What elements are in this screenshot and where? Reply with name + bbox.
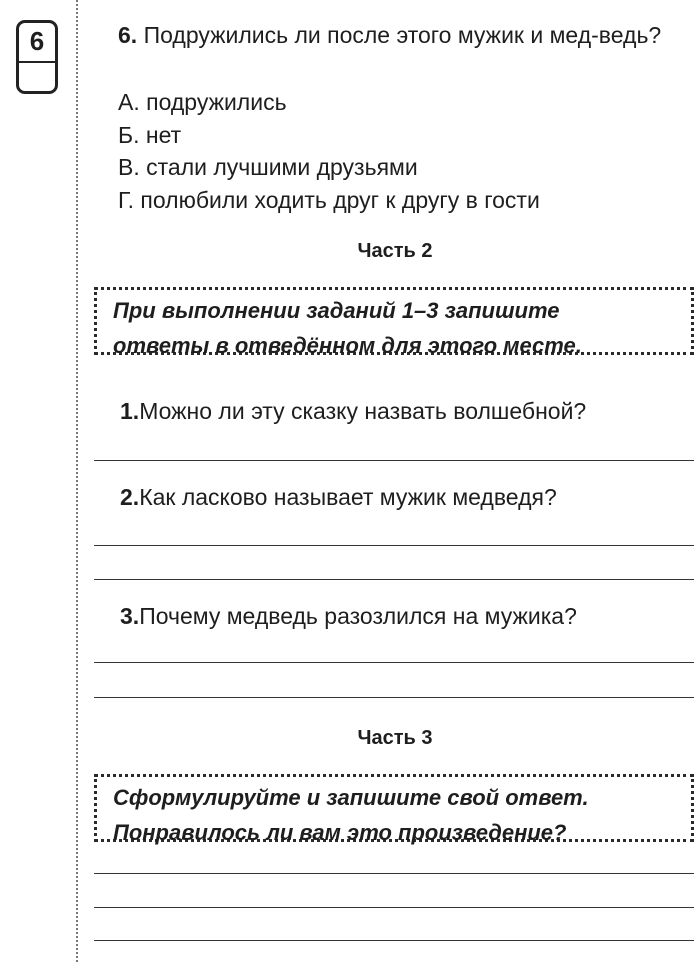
question-2-number: 2. bbox=[120, 484, 140, 510]
option-d[interactable]: Г. полюбили ходить друг к другу в гости bbox=[118, 186, 540, 213]
answer-line-4c[interactable] bbox=[94, 940, 694, 941]
answer-line-2b[interactable] bbox=[94, 579, 694, 580]
question-1-text: Можно ли эту сказку назвать волшебной? bbox=[139, 398, 587, 424]
part-3-instruction-line-1: Сформулируйте и запишите свой ответ. bbox=[113, 785, 589, 810]
question-1-number: 1. bbox=[120, 398, 140, 424]
part-2-question-3 bbox=[120, 603, 577, 630]
option-c[interactable]: В. стали лучшими друзьями bbox=[118, 154, 418, 180]
answer-options bbox=[118, 86, 540, 216]
question-6 bbox=[118, 18, 688, 53]
option-a[interactable]: А. подружились bbox=[118, 89, 287, 115]
part-2-question-2 bbox=[120, 484, 557, 511]
answer-line-4a[interactable] bbox=[94, 873, 694, 874]
score-answer-cell[interactable] bbox=[19, 63, 55, 91]
answer-line-3b[interactable] bbox=[94, 697, 694, 698]
task-number: 6 bbox=[29, 25, 45, 56]
answer-line-3a[interactable] bbox=[94, 662, 694, 663]
answer-line-1[interactable] bbox=[94, 460, 694, 461]
part-3-instruction-line-2: Понравилось ли вам это произведение? bbox=[113, 820, 567, 845]
question-6-number: 6. bbox=[118, 22, 138, 48]
part-2-instruction-line-2: ответы в отведённом для этого месте. bbox=[113, 333, 582, 358]
question-3-text: Почему медведь разозлился на мужика? bbox=[139, 603, 577, 629]
answer-line-2a[interactable] bbox=[94, 545, 694, 546]
question-6-text: Подружились ли после этого мужик и мед-ведь? bbox=[143, 22, 662, 48]
answer-line-4b[interactable] bbox=[94, 907, 694, 908]
question-3-number: 3. bbox=[120, 603, 140, 629]
part-3-heading: Часть 3 bbox=[357, 727, 433, 749]
part-2-instruction-box bbox=[94, 287, 694, 358]
part-2-instruction-line-1: При выполнении заданий 1–3 запишите bbox=[113, 298, 560, 323]
part-2-heading: Часть 2 bbox=[357, 240, 433, 262]
part-2-question-1 bbox=[120, 398, 586, 425]
margin-dotted-line bbox=[76, 0, 78, 962]
question-2-text: Как ласково называет мужик медведя? bbox=[139, 484, 557, 510]
part-3-instruction-box bbox=[94, 774, 694, 845]
option-b[interactable]: Б. нет bbox=[118, 121, 182, 148]
score-box bbox=[16, 20, 58, 94]
